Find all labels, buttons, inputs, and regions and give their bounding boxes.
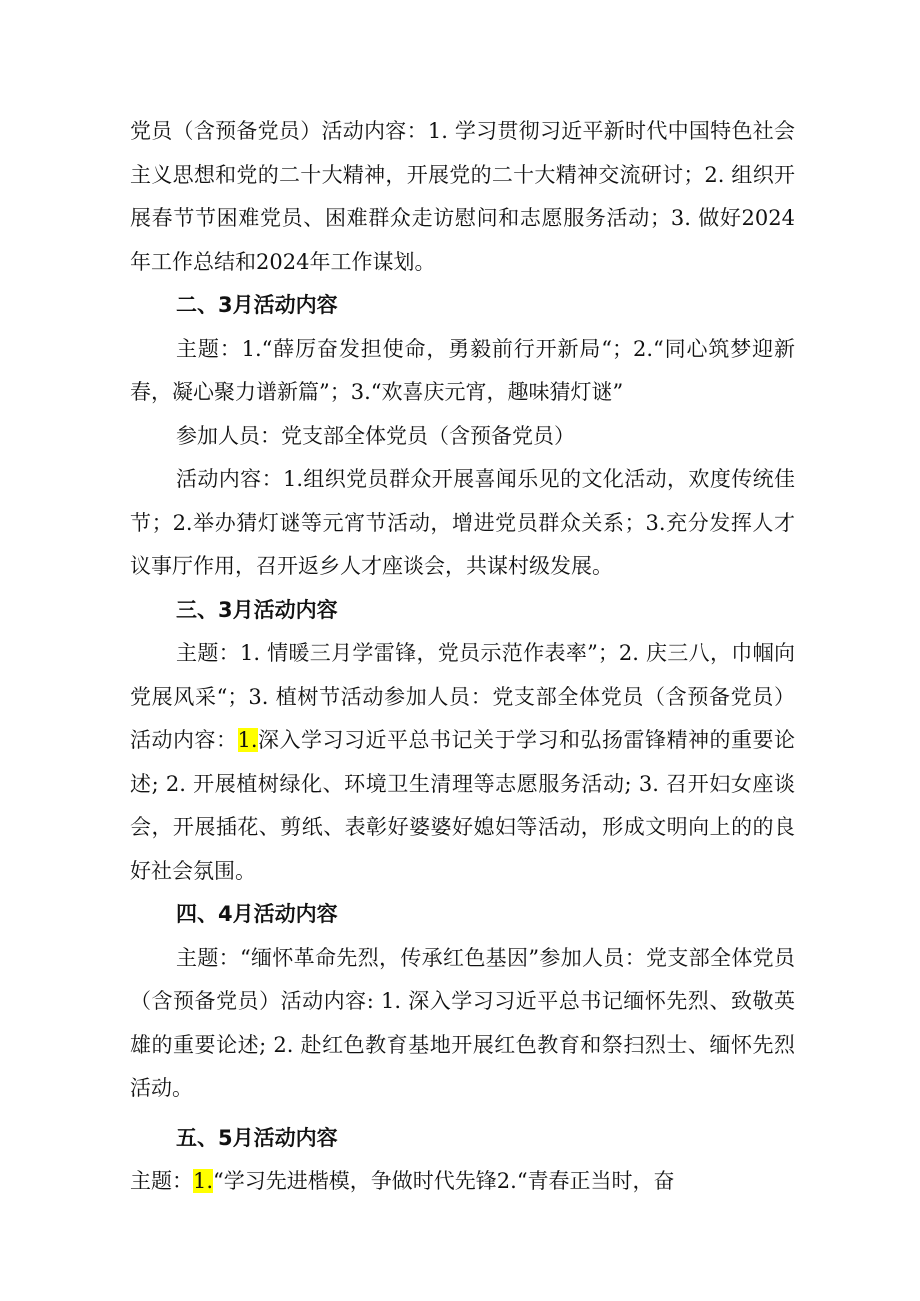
heading-march-1: 二、3月活动内容 [176, 293, 338, 317]
heading-may: 五、5月活动内容 [176, 1125, 338, 1150]
document-body [130, 110, 795, 1204]
paragraph-march-1-topic: 主题：1.“薛厉奋发担使命，勇毅前行开新局“；2.“同心筑梦迎新春，凝心聚力谱新篇”；3.“欢喜庆元宵，趣味猜灯谜” [130, 336, 795, 404]
highlighted-number-may: 1. [193, 1169, 214, 1193]
highlighted-number: 1. [237, 728, 258, 752]
paragraph-april-body: 主题：“缅怀革命先烈，传承红色基因”参加人员：党支部全体党员（含预备党员）活动内容: 1. 深入学习习近平总书记缅怀先烈、致敬英雄的重要论述; 2. 赴红色教育基地开展红色教育和祭扫烈士、缅怀先烈活动。 [130, 945, 795, 1100]
paragraph-march-1-content: 活动内容：1.组织党员群众开展喜闻乐见的文化活动，欢度传统佳节；2.举办猜灯谜等元宵节活动，增进党员群众关系；3.充分发挥人才议事厅作用，召开返乡人才座谈会，共谋村级发展。 [130, 467, 795, 578]
paragraph-march-2-body [130, 632, 795, 893]
heading-march-2: 三、3月活动内容 [176, 597, 338, 622]
paragraph-jan-content: 党员（含预备党员）活动内容：1. 学习贯彻习近平新时代中国特色社会主义思想和党的二十大精神，开展党的二十大精神交流研讨；2. 组织开展春节节困难党员、困难群众走访慰问和志愿服务活动；3. 做好2024年工作总结和2024年工作谋划。 [130, 119, 795, 274]
paragraph-may-topic [130, 1160, 795, 1204]
march-2-text-before: 主题：1. 情暖三月学雷锋，党员示范作表率”；2. 庆三八，巾帼向党展风采“；3. 植树节活动参加人员：党支部全体党员（含预备党员）活动内容： [130, 641, 795, 752]
may-text-before: 主题： [130, 1169, 193, 1193]
paragraph-march-1-participants: 参加人员：党支部全体党员（含预备党员） [176, 423, 575, 448]
may-text-after: “学习先进楷模，争做时代先锋2.“青春正当时，奋 [213, 1169, 675, 1193]
march-2-text-after: 深入学习习近平总书记关于学习和弘扬雷锋精神的重要论述; 2. 开展植树绿化、环境卫生清理等志愿服务活动; 3. 召开妇女座谈会，开展插花、剪纸、表彰好婆婆好媳妇等活动，形成文明向上的的良好社会氛围。 [130, 728, 796, 883]
heading-april: 四、4月活动内容 [176, 902, 338, 926]
